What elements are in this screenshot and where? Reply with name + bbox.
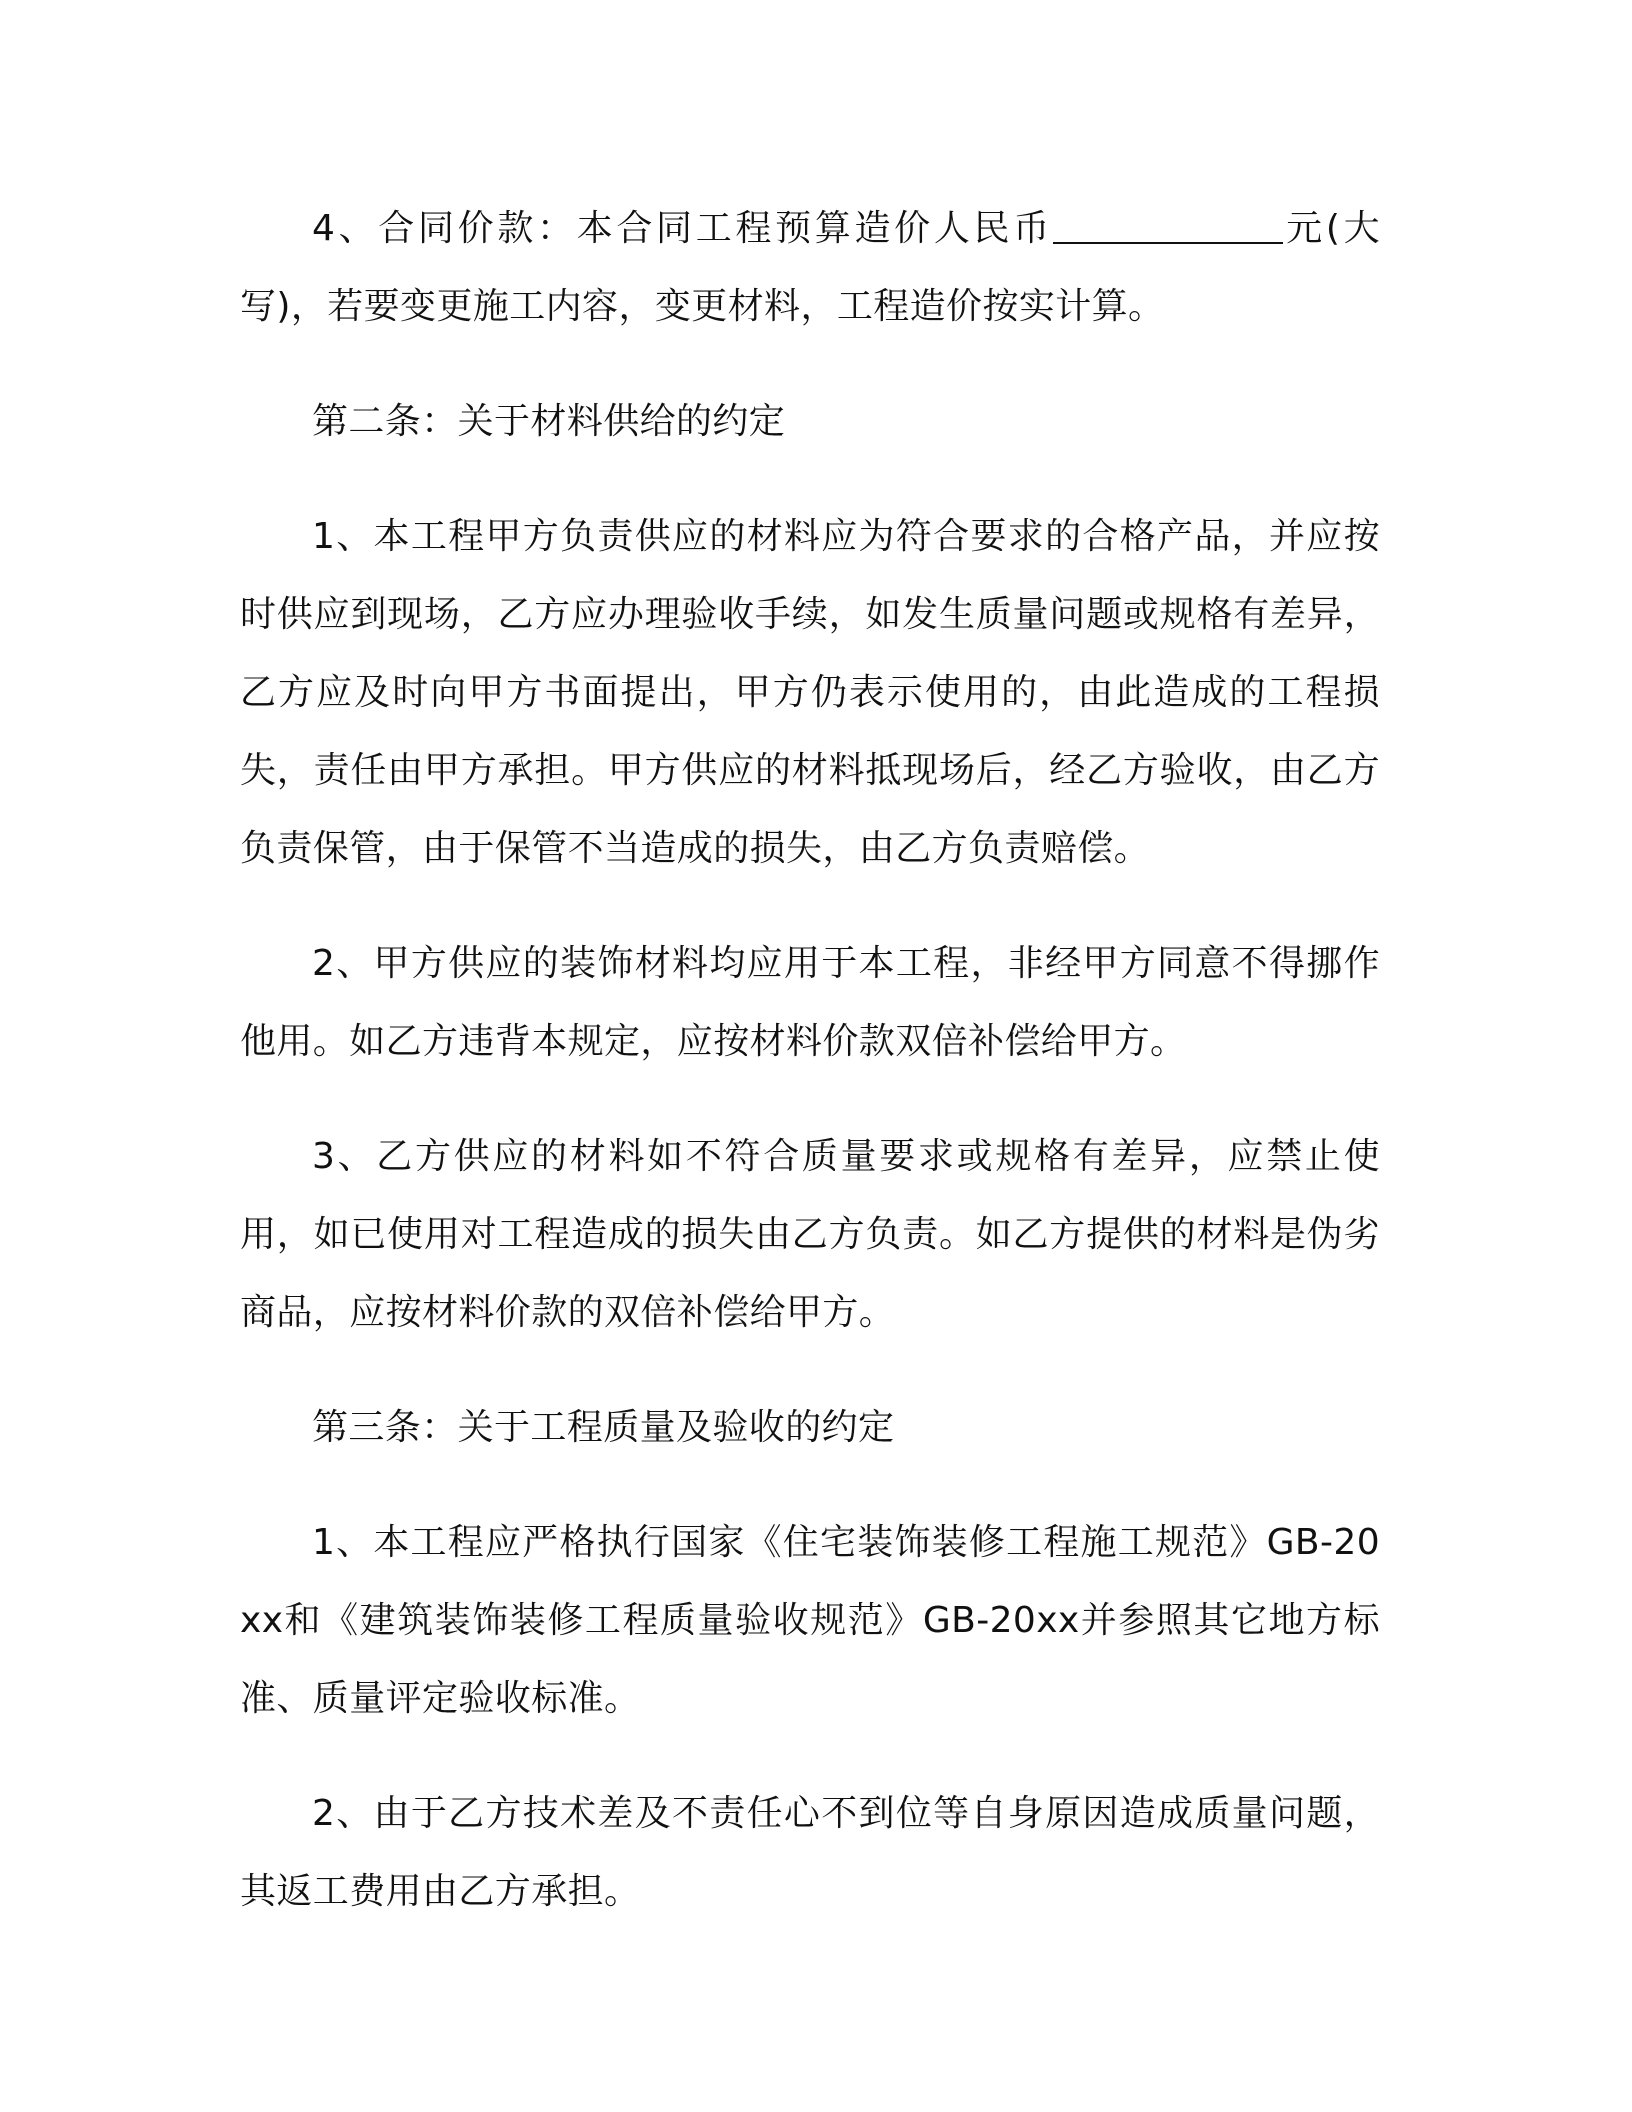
article-2-item: 2、甲方供应的装饰材料均应用于本工程，非经甲方同意不得挪作他用。如乙方违背本规定，应按材料价款双倍补偿给甲方。: [240, 943, 1380, 1062]
article-3-heading: 第三条：关于工程质量及验收的约定: [312, 1407, 895, 1448]
article-3-item: 2、由于乙方技术差及不责任心不到位等自身原因造成质量问题，其返工费用由乙方承担。: [240, 1793, 1380, 1912]
article-2-item: 1、本工程甲方负责供应的材料应为符合要求的合格产品，并应按时供应到现场，乙方应办理验收手续，如发生质量问题或规格有差异，乙方应及时向甲方书面提出，甲方仍表示使用的，由此造成的工程损失，责任由甲方承担。甲方供应的材料抵现场后，经乙方验收，由乙方负责保管，由于保管不当造成的损失，由乙方负责赔偿。: [240, 516, 1380, 869]
contract-price-paragraph: [240, 190, 1380, 346]
document-body: [240, 190, 1380, 1968]
article-2-item: 3、乙方供应的材料如不符合质量要求或规格有差异，应禁止使用，如已使用对工程造成的损失由乙方负责。如乙方提供的材料是伪劣商品，应按材料价款的双倍补偿给甲方。: [240, 1136, 1380, 1333]
contract-price-text-after: 元(大写)，若要变更施工内容，变更材料，工程造价按实计算。: [240, 208, 1380, 327]
contract-price-blank: [1053, 208, 1283, 244]
article-2-heading: 第二条：关于材料供给的约定: [312, 401, 786, 442]
contract-price-text-before: 4、合同价款：本合同工程预算造价人民币: [312, 208, 1053, 249]
article-3-item: 1、本工程应严格执行国家《住宅装饰装修工程施工规范》GB-20xx和《建筑装饰装修工程质量验收规范》GB-20xx并参照其它地方标准、质量评定验收标准。: [240, 1522, 1380, 1719]
